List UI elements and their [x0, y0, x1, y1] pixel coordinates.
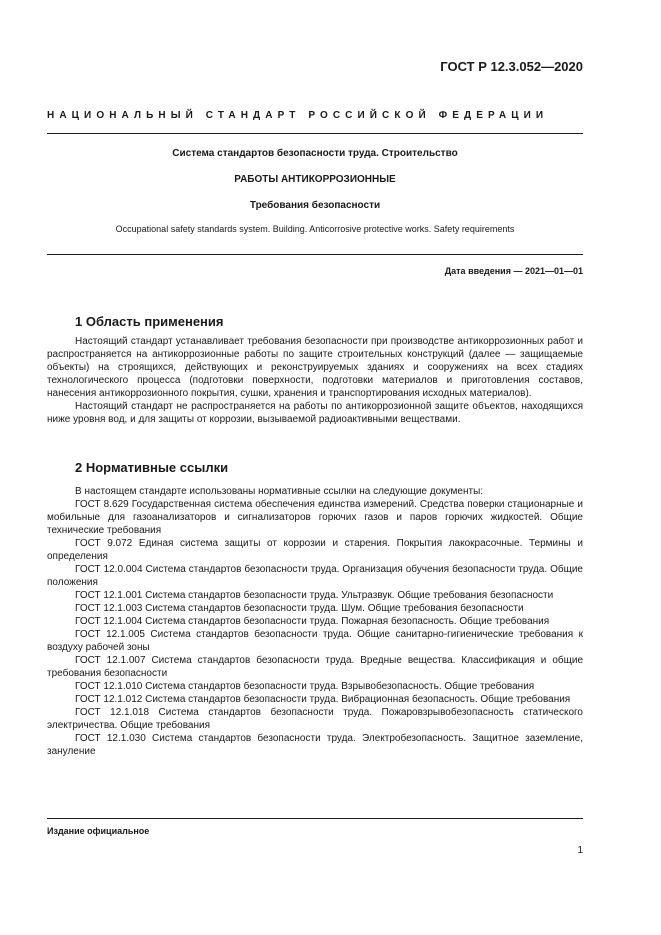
standard-system-title: Система стандартов безопасности труда. Строительство [172, 148, 458, 159]
section-1-heading: 1 Область применения [75, 314, 224, 329]
national-standard-banner: НАЦИОНАЛЬНЫЙ СТАНДАРТ РОССИЙСКОЙ ФЕДЕРАЦИИ [47, 110, 549, 121]
section-1-paragraph: Настоящий стандарт устанавливает требования безопасности при производстве антикоррозионных работ и распространяется на антикоррозионные работы по защите строительных конструкций (далее — защищаемые объекты) на строящихся, действующих и реконструируемых зданиях и сооружениях на всех стадиях технологического процесса (подготовки поверхности, подготовки материалов и приготовления составов, нанесения антикоррозионного покрытия, сушки, хранения и транспортирования исходных материалов). [47, 336, 583, 399]
gost-code: ГОСТ Р 12.3.052—2020 [440, 59, 583, 74]
document-title: РАБОТЫ АНТИКОРРОЗИОННЫЕ [234, 174, 396, 185]
reference-item: ГОСТ 12.1.030 Система стандартов безопасности труда. Электробезопасность. Защитное заземление, зануление [47, 733, 583, 757]
reference-item: ГОСТ 12.1.018 Система стандартов безопасности труда. Пожаровзрывобезопасность статического электричества. Общие требования [47, 707, 583, 731]
date-of-introduction: Дата введения — 2021—01—01 [444, 266, 583, 276]
header-divider [47, 133, 583, 134]
reference-item: ГОСТ 12.0.004 Система стандартов безопасности труда. Организация обучения безопасности труда. Общие положения [47, 564, 583, 588]
section-1-paragraph: Настоящий стандарт не распространяется на работы по антикоррозионной защите объектов, находящихся ниже уровня вод, и для защиты от коррозии, вызываемой радиоактивными веществами. [47, 401, 583, 425]
reference-item: ГОСТ 12.1.004 Система стандартов безопасности труда. Пожарная безопасность. Общие требования [75, 616, 550, 627]
english-title: Occupational safety standards system. Building. Anticorrosive protective works. Safety requirements [115, 224, 515, 234]
section-2-intro: В настоящем стандарте использованы нормативные ссылки на следующие документы: [75, 486, 484, 497]
title-divider [47, 254, 583, 255]
section-2-body [47, 485, 583, 758]
reference-item: ГОСТ 12.1.005 Система стандартов безопасности труда. Общие санитарно-гигиенические требования к воздуху рабочей зоны [47, 629, 583, 653]
reference-item: ГОСТ 12.1.007 Система стандартов безопасности труда. Вредные вещества. Классификация и общие требования безопасности [47, 655, 583, 679]
reference-item: ГОСТ 12.1.010 Система стандартов безопасности труда. Взрывобезопасность. Общие требования [75, 681, 535, 692]
page-number: 1 [577, 845, 583, 856]
reference-item: ГОСТ 9.072 Единая система защиты от коррозии и старения. Покрытия лакокрасочные. Термины и определения [47, 538, 583, 562]
section-2-heading: 2 Нормативные ссылки [75, 460, 229, 475]
reference-item: ГОСТ 12.1.001 Система стандартов безопасности труда. Ультразвук. Общие требования безопасности [75, 590, 554, 601]
reference-item: ГОСТ 12.1.012 Система стандартов безопасности труда. Вибрационная безопасность. Общие требования [75, 694, 571, 705]
footer-divider [47, 818, 583, 819]
reference-item: ГОСТ 12.1.003 Система стандартов безопасности труда. Шум. Общие требования безопасности [75, 603, 524, 614]
reference-item: ГОСТ 8.629 Государственная система обеспечения единства измерений. Средства поверки стационарные и мобильные для газоанализаторов и сигнализаторов горючих газов и паров горючих жидкостей. Общие технические требования [47, 499, 583, 536]
section-1-body [47, 335, 583, 426]
document-subtitle: Требования безопасности [249, 200, 381, 211]
official-edition-label: Издание официальное [47, 826, 150, 836]
